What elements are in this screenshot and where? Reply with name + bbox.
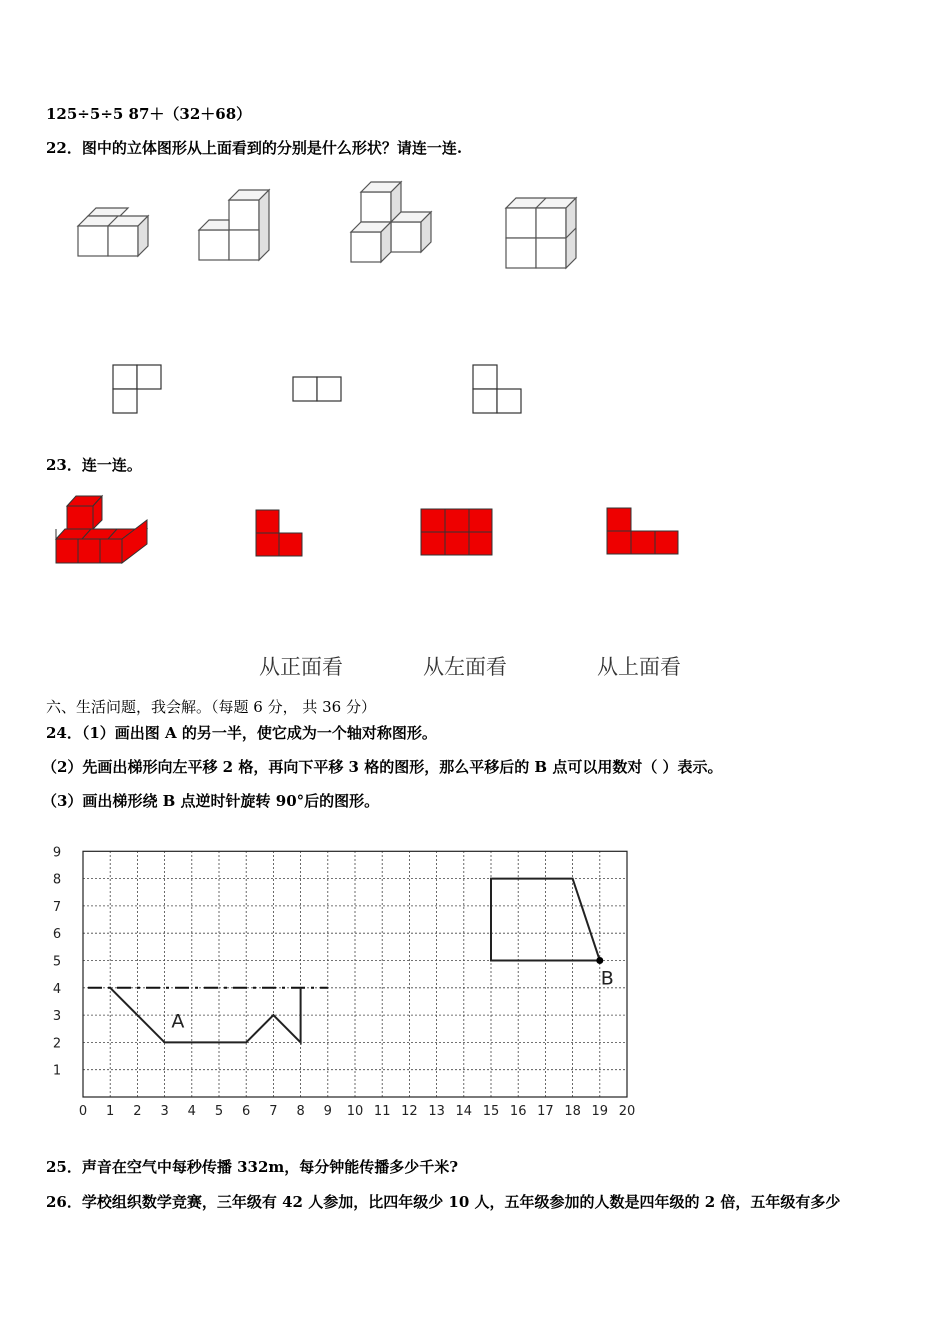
- view-label-left: 从左面看: [423, 655, 507, 679]
- x-tick-label: 11: [373, 1104, 391, 1119]
- x-tick-label: 1: [106, 1104, 115, 1119]
- y-tick-label: 9: [52, 845, 62, 861]
- x-tick-label: 10: [346, 1104, 364, 1119]
- y-tick-label: 5: [52, 954, 62, 970]
- grid-ticks: [53, 845, 635, 1119]
- question-26: 26．学校组织数学竞赛，三年级有 42 人参加，比四年级少 10 人，五年级参加的人数是四年级的 2 倍，五年级有多少: [46, 1193, 841, 1211]
- question-24-part-1: 24．（1）画出图 A 的另一半，使它成为一个轴对称图形。: [46, 724, 437, 742]
- y-tick-label: 3: [52, 1009, 62, 1025]
- x-tick-label: 2: [133, 1104, 142, 1119]
- q23-view-left: [256, 510, 302, 556]
- x-tick-label: 16: [509, 1104, 527, 1119]
- x-tick-label: 5: [214, 1104, 224, 1119]
- q22-solid-2: [199, 190, 269, 260]
- view-label-top: 从上面看: [597, 655, 681, 679]
- q22-solid-1: [78, 208, 148, 256]
- x-tick-label: 8: [296, 1104, 305, 1119]
- question-24-part-3: （3）画出梯形绕 B 点逆时针旋转 90°后的图形。: [42, 792, 380, 810]
- q22-figures: [0, 170, 950, 450]
- x-tick-label: 19: [591, 1104, 609, 1119]
- calc-line: 125÷5÷5 87＋（32＋68）: [46, 105, 252, 123]
- q22-solid-3: [351, 182, 431, 262]
- q23-view-top: [607, 508, 678, 554]
- view-label-front: 从正面看: [259, 655, 343, 679]
- y-tick-label: 8: [52, 872, 62, 888]
- point-b: [596, 957, 603, 964]
- q22-solid-4: [506, 198, 576, 268]
- x-tick-label: 20: [618, 1104, 636, 1119]
- x-tick-label: 7: [269, 1104, 278, 1119]
- question-24-part-2: （2）先画出梯形向左平移 2 格，再向下平移 3 格的图形，那么平移后的 B 点可以用数对（ ）表示。: [42, 758, 723, 776]
- x-tick-label: 17: [537, 1104, 554, 1119]
- y-tick-label: 4: [52, 981, 62, 997]
- label-a: A: [171, 1010, 185, 1033]
- q22-view-2: [293, 377, 341, 401]
- q22-view-1: [113, 365, 161, 413]
- grid-shapes: [88, 879, 614, 1043]
- x-tick-label: 15: [482, 1104, 500, 1119]
- q23-figures: [0, 490, 950, 590]
- y-tick-label: 2: [52, 1036, 62, 1052]
- q23-view-front: [421, 509, 492, 555]
- question-23: 23．连一连。: [46, 456, 142, 474]
- question-25: 25．声音在空气中每秒传播 332m，每分钟能传播多少千米?: [46, 1158, 459, 1176]
- x-tick-label: 12: [401, 1104, 418, 1119]
- q22-view-3: [473, 365, 521, 413]
- q23-solid: [56, 496, 147, 563]
- coordinate-grid: [0, 820, 950, 1120]
- half-shape-a: [110, 988, 300, 1043]
- x-tick-label: 9: [323, 1104, 332, 1119]
- x-tick-label: 6: [242, 1104, 251, 1119]
- y-tick-label: 7: [52, 899, 62, 915]
- x-tick-label: 4: [187, 1104, 196, 1119]
- section-6-heading: 六、生活问题，我会解。（每题 6 分， 共 36 分）: [46, 698, 376, 716]
- x-tick-label: 3: [160, 1104, 169, 1119]
- label-b: B: [600, 967, 614, 990]
- x-tick-label: 13: [428, 1104, 445, 1119]
- grid-lines: [83, 851, 627, 1097]
- x-tick-label: 18: [564, 1104, 581, 1119]
- question-22: 22．图中的立体图形从上面看到的分别是什么形状？请连一连.: [46, 139, 463, 157]
- y-tick-label: 6: [52, 927, 62, 943]
- y-tick-label: 1: [52, 1063, 62, 1079]
- x-tick-label: 14: [455, 1104, 473, 1119]
- x-tick-label: 0: [78, 1104, 88, 1119]
